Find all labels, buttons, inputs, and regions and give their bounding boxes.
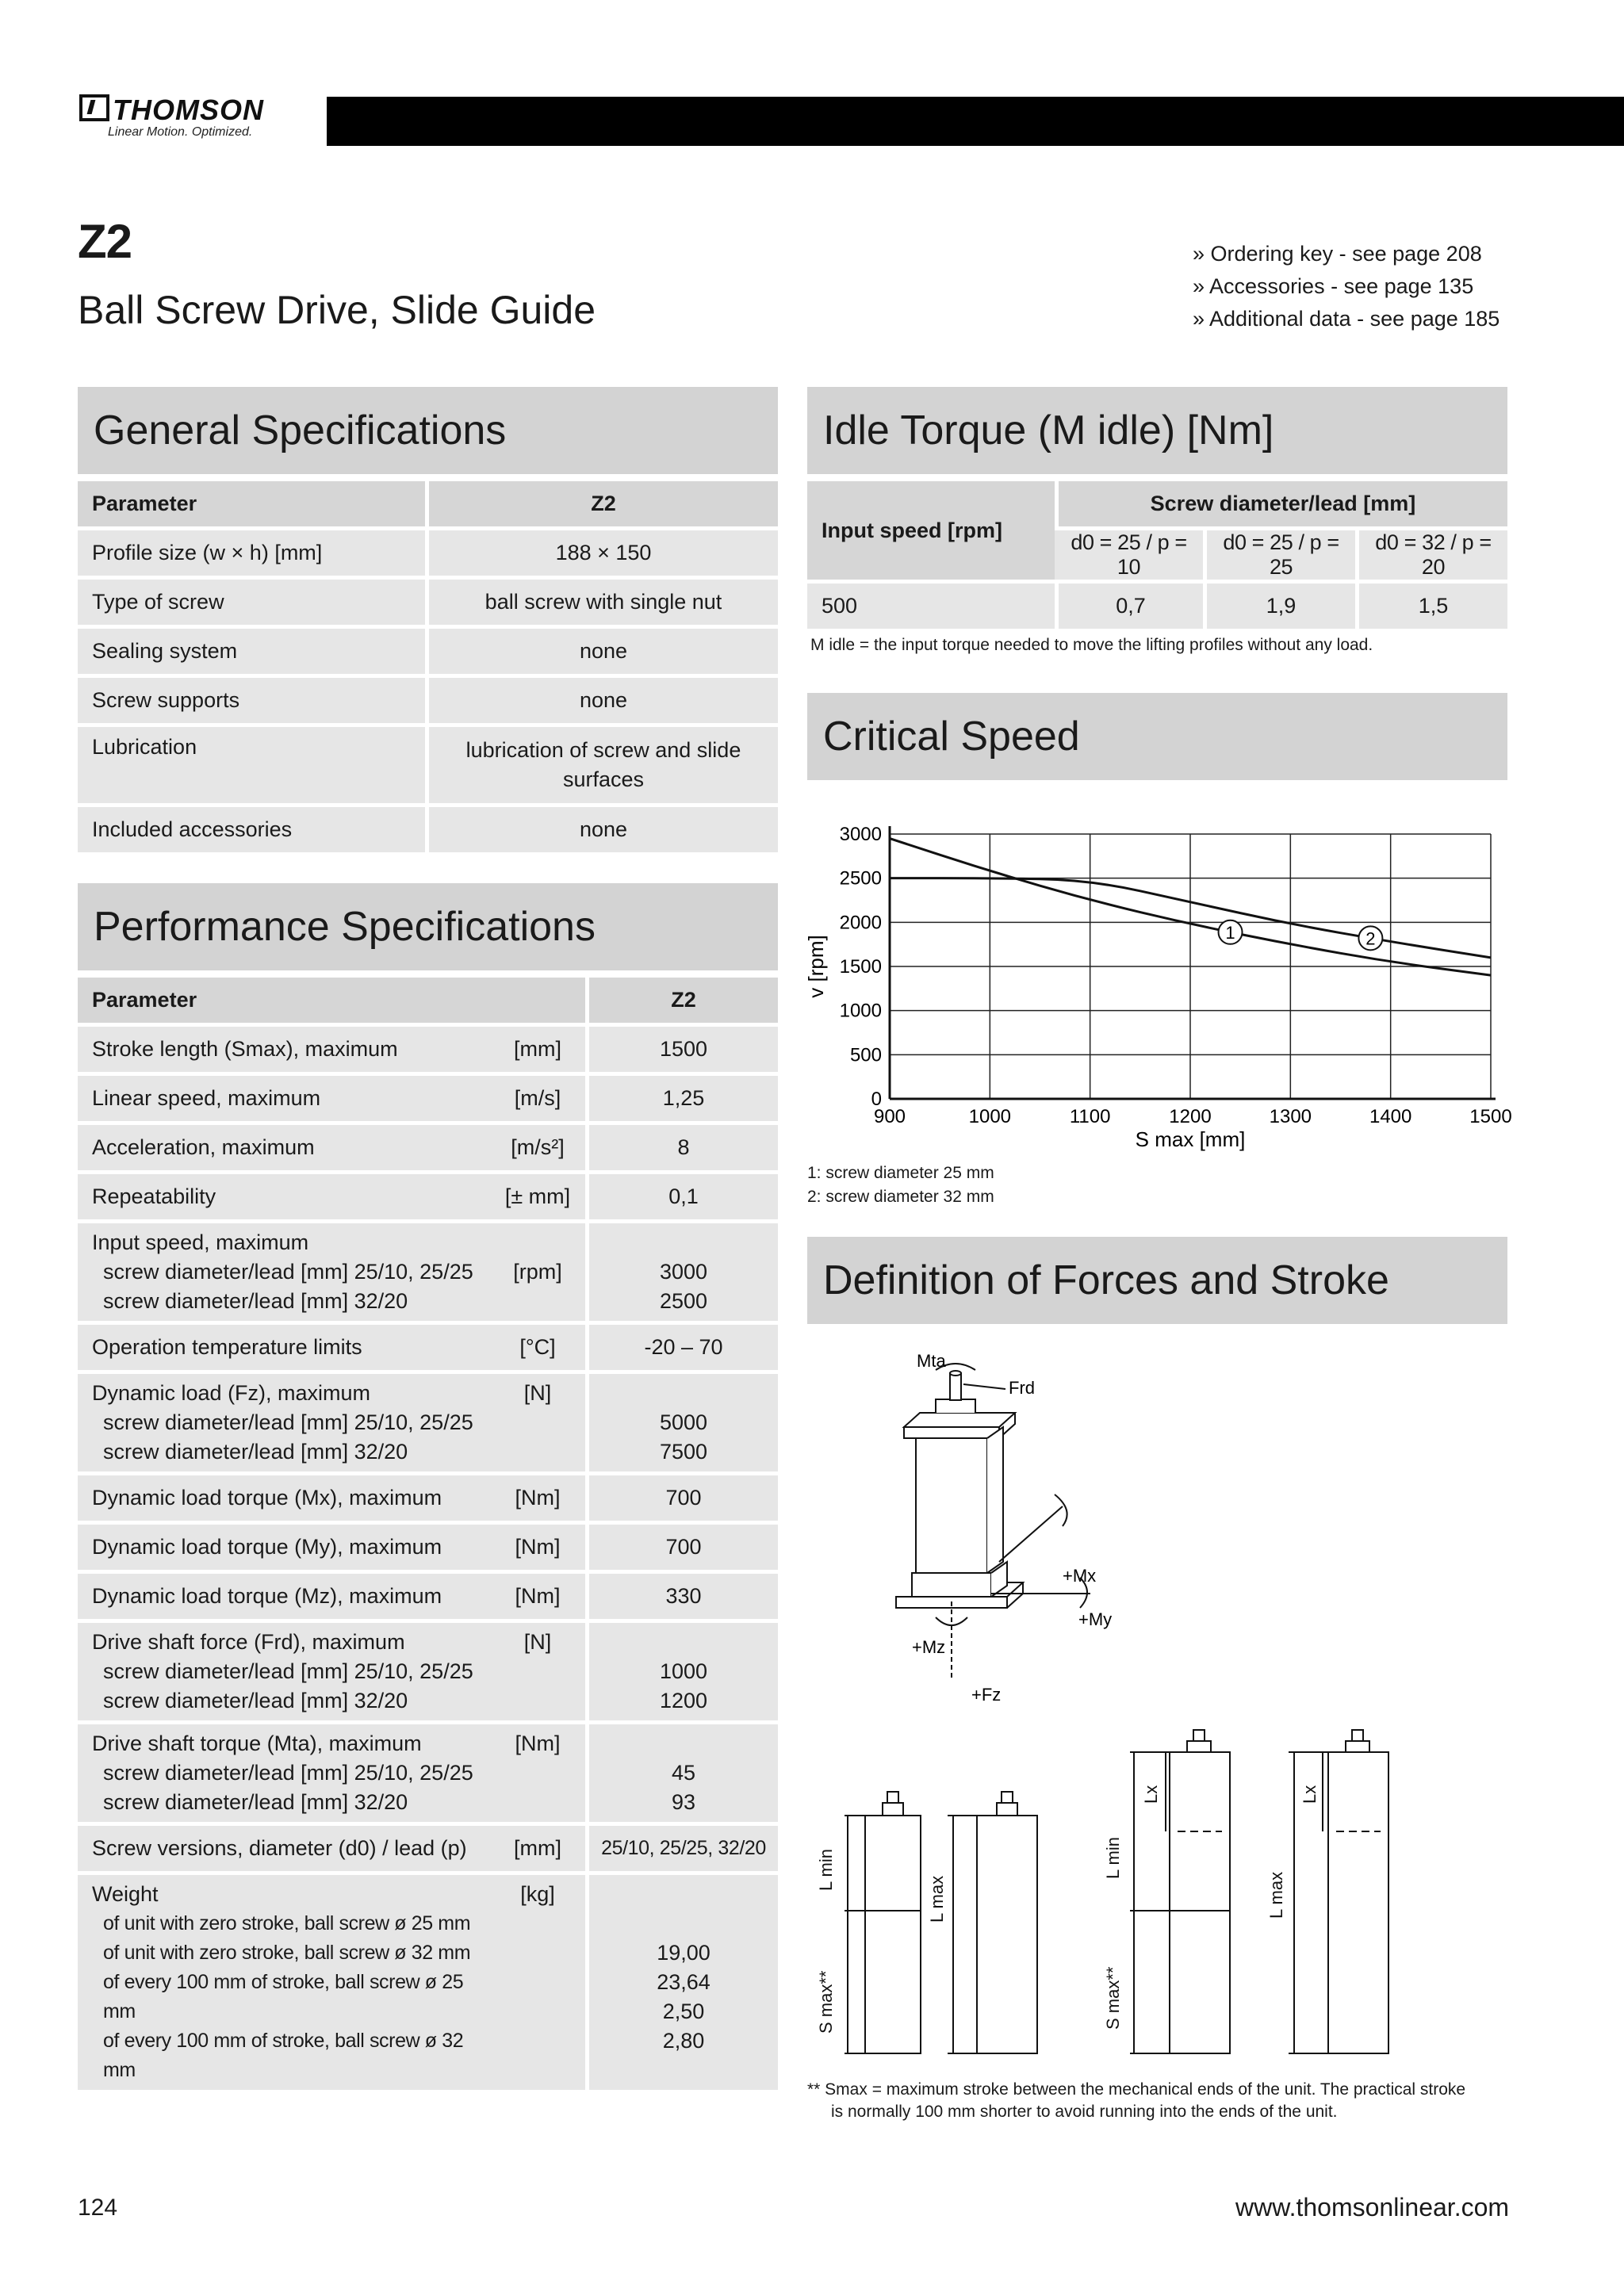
unit-lmin-smax [845,1792,921,2053]
table-row [78,678,778,723]
table-row [78,1826,778,1871]
table-row [78,1223,778,1321]
param-value: 8 [585,1125,778,1170]
page-subtitle: Ball Screw Drive, Slide Guide [78,288,596,332]
label-smax: S max** [1103,1966,1123,2030]
header-bar [327,97,1624,146]
table-row [78,1574,778,1619]
param-sub: screw diameter/lead [mm] 32/20 [103,1289,408,1313]
unit-lx-lmax [1289,1730,1388,2053]
unit-line: [kg] [520,1882,555,1906]
x-tick-label: 1500 [1469,1106,1512,1127]
col-parameter: Parameter [78,481,425,526]
param-value: lubrication of screw and slide surfaces [425,727,778,803]
param-title: Weight [92,1882,159,1906]
value-line: 1000 [659,1659,708,1683]
param-value: 700 [585,1525,778,1570]
param-unit: [Nm] [490,1574,585,1619]
param-value: 25/10, 25/25, 32/20 [585,1826,778,1871]
param-value [585,1623,778,1720]
x-tick-label: 1100 [1069,1106,1111,1127]
table-header-row [78,978,778,1023]
param-sub: screw diameter/lead [mm] 32/20 [103,1790,408,1814]
param-name: Operation temperature limits [78,1325,490,1370]
input-shaft [950,1373,961,1400]
param-name: Screw supports [78,678,425,723]
param-name [78,1223,490,1321]
label-my: +My [1078,1609,1113,1629]
stroke-diagram [797,1720,1487,2069]
y-tick-label: 3000 [839,824,882,845]
table-row [78,1027,778,1072]
param-value [585,1374,778,1471]
param-unit [490,1724,585,1822]
label-fz: +Fz [971,1685,1002,1705]
table-row [78,1875,778,2090]
value-line: 2500 [659,1289,708,1313]
series-marker-label-2: 2 [1365,928,1376,949]
param-unit [490,1875,585,2090]
param-sub: screw diameter/lead [mm] 25/10, 25/25 [103,1761,473,1785]
param-name [78,1623,490,1720]
brand-name: THOMSON [113,94,264,126]
param-title: Drive shaft force (Frd), maximum [92,1630,405,1654]
mx-axis-icon [999,1506,1063,1562]
unit-line: [N] [523,1381,552,1405]
label-mx: +Mx [1063,1566,1097,1586]
value-line: 93 [671,1790,696,1814]
label-frd: Frd [1009,1378,1035,1398]
param-name: Type of screw [78,580,425,625]
performance-spec-table [78,974,778,2094]
param-name: Dynamic load torque (Mx), maximum [78,1475,490,1521]
footnote-line: is normally 100 mm shorter to avoid running into the ends of the unit. [831,2103,1338,2121]
label-lmax: L max [927,1875,947,1923]
ref-additional-data[interactable]: » Additional data - see page 185 [1193,307,1500,331]
profile-side [987,1427,1003,1573]
param-sub: screw diameter/lead [mm] 25/10, 25/25 [103,1410,473,1434]
unit-line: [N] [523,1630,552,1654]
param-name [78,1374,490,1471]
value-line: 2,50 [662,1999,705,2023]
unit-line: [Nm] [515,1732,561,1755]
param-name: Included accessories [78,807,425,852]
y-tick-label: 2500 [839,867,882,890]
footnote-line: ** Smax = maximum stroke between the mechanical ends of the unit. The practical stroke [807,2080,1466,2099]
top-plate-front [904,1427,999,1438]
x-tick-label: 1000 [968,1106,1012,1127]
gearbox [936,1399,975,1413]
unit-lmax [948,1792,1037,2053]
param-sub: of unit with zero stroke, ball screw ø 32 mm [103,1942,471,1964]
param-value: 188 × 150 [425,530,778,576]
col-screw-25-25: d0 = 25 / p = 25 [1203,530,1355,580]
model-title: Z2 [78,215,132,268]
param-title: Dynamic load (Fz), maximum [92,1381,371,1405]
param-title: Drive shaft torque (Mta), maximum [92,1732,422,1755]
series-marker-label-1: 1 [1225,922,1235,943]
value-line: 5000 [659,1410,708,1434]
top-plate [904,1413,1015,1427]
table-row [78,580,778,625]
param-value: none [425,629,778,674]
param-unit: [m/s] [490,1076,585,1121]
label-mz: +Mz [912,1637,946,1657]
value-line: 3000 [659,1260,708,1284]
col-screw-32-20: d0 = 32 / p = 20 [1355,530,1507,580]
table-row [78,1525,778,1570]
mx-arrow-icon [1055,1494,1067,1526]
table-header-row [807,481,1507,526]
value-line: 45 [671,1761,696,1785]
forces-diagram [872,1340,1205,1712]
table-row [78,1325,778,1370]
param-unit: [mm] [490,1027,585,1072]
table-row [807,584,1507,629]
param-sub: screw diameter/lead [mm] 32/20 [103,1440,408,1464]
thomson-logo [79,94,285,144]
idle-torque-header: Idle Torque (M idle) [Nm] [807,387,1507,474]
torque-value: 1,9 [1203,584,1355,629]
table-row [78,807,778,852]
param-name [78,1724,490,1822]
legend-entry-1: 1: screw diameter 25 mm [807,1164,994,1182]
table-row [78,1475,778,1521]
value-line: 19,00 [657,1941,710,1965]
param-name: Sealing system [78,629,425,674]
param-unit [490,1374,585,1471]
param-value [585,1724,778,1822]
param-value: 330 [585,1574,778,1619]
frd-arrow-icon [963,1384,1005,1389]
performance-spec-header: Performance Specifications [78,883,778,970]
y-tick-label: 0 [871,1089,882,1110]
param-value: -20 – 70 [585,1325,778,1370]
general-spec-header: General Specifications [78,387,778,474]
param-unit: [°C] [490,1325,585,1370]
table-row [78,727,778,803]
param-unit: [rpm] [490,1223,585,1321]
param-value: none [425,807,778,852]
y-tick-label: 500 [849,1044,882,1066]
torque-value: 0,7 [1055,584,1203,629]
param-unit: [Nm] [490,1525,585,1570]
table-row [78,1623,778,1720]
label-lx: Lx [1141,1785,1161,1804]
col-parameter: Parameter [78,978,585,1023]
label-mta: Mta [917,1351,946,1371]
param-sub: of every 100 mm of stroke, ball screw ø 25 mm [103,1971,464,2022]
footer-url[interactable]: www.thomsonlinear.com [1235,2193,1510,2221]
param-name [78,1875,490,2090]
label-smax: S max** [816,1970,836,2034]
table-row [78,1374,778,1471]
ref-accessories[interactable]: » Accessories - see page 135 [1193,274,1474,298]
param-name: Linear speed, maximum [78,1076,490,1121]
thomson-mark-icon [79,94,109,121]
table-row [78,1174,778,1219]
param-value: 1,25 [585,1076,778,1121]
param-name: Acceleration, maximum [78,1125,490,1170]
param-unit: [Nm] [490,1475,585,1521]
param-unit [490,1623,585,1720]
x-tick-label: 1400 [1369,1106,1412,1127]
table-header-row [78,481,778,526]
param-value: ball screw with single nut [425,580,778,625]
carriage [912,1573,991,1597]
param-sub: of unit with zero stroke, ball screw ø 25 mm [103,1912,471,1934]
page-references [1193,238,1500,335]
param-name: Dynamic load torque (Mz), maximum [78,1574,490,1619]
label-lx: Lx [1300,1785,1320,1804]
param-sub: screw diameter/lead [mm] 32/20 [103,1689,408,1712]
idle-torque-note: M idle = the input torque needed to move the lifting profiles without any load. [810,636,1373,654]
table-row [78,629,778,674]
legend-entry-2: 2: screw diameter 32 mm [807,1188,994,1206]
col-model: Z2 [585,978,778,1023]
y-tick-label: 1000 [839,1000,882,1022]
actuator-drawing [896,1371,1023,1608]
param-value: 0,1 [585,1174,778,1219]
param-title: Input speed, maximum [92,1230,309,1254]
param-sub: screw diameter/lead [mm] 25/10, 25/25 [103,1659,473,1683]
col-input-speed: Input speed [rpm] [807,481,1055,580]
param-unit: [m/s²] [490,1125,585,1170]
param-value [585,1223,778,1321]
y-axis-label: v [rpm] [804,935,828,998]
y-tick-label: 2000 [839,912,882,934]
label-lmin: L min [816,1849,836,1891]
param-name: Repeatability [78,1174,490,1219]
param-value: none [425,678,778,723]
value-line: 1200 [659,1689,708,1712]
value-line: 23,64 [657,1970,710,1994]
idle-torque-table [807,477,1507,633]
x-tick-label: 1300 [1269,1106,1312,1127]
critical-speed-header: Critical Speed [807,693,1507,780]
param-unit: [± mm] [490,1174,585,1219]
label-lmax: L max [1266,1871,1286,1919]
param-name: Profile size (w × h) [mm] [78,530,425,576]
general-spec-table [78,477,778,856]
stroke-footnote [807,2079,1465,2123]
param-unit: [mm] [490,1826,585,1871]
table-row [78,1125,778,1170]
param-value [585,1875,778,2090]
col-group-screw: Screw diameter/lead [mm] [1055,481,1507,526]
param-value: 1500 [585,1027,778,1072]
table-row [78,1076,778,1121]
param-name: Lubrication [78,727,425,803]
profile-body [916,1438,987,1573]
x-tick-label: 1200 [1169,1106,1212,1127]
value-line: 2,80 [662,2029,705,2053]
param-name: Dynamic load torque (My), maximum [78,1525,490,1570]
page-number: 124 [78,2195,118,2221]
col-model: Z2 [425,481,778,526]
label-lmin: L min [1103,1837,1123,1879]
input-speed-value: 500 [807,584,1055,629]
x-axis-label: S max [mm] [1135,1127,1246,1151]
param-sub: of every 100 mm of stroke, ball screw ø 32 mm [103,2030,464,2081]
value-line: 7500 [659,1440,708,1464]
brand-tagline: Linear Motion. Optimized. [108,125,253,139]
param-name: Screw versions, diameter (d0) / lead (p) [78,1826,490,1871]
forces-header: Definition of Forces and Stroke [807,1237,1507,1324]
col-screw-25-10: d0 = 25 / p = 10 [1055,530,1203,580]
table-row [78,530,778,576]
x-tick-label: 900 [873,1106,906,1127]
chart-legend [807,1161,994,1209]
param-name: Stroke length (Smax), maximum [78,1027,490,1072]
unit-lx-lmin [1130,1730,1230,2053]
param-sub: screw diameter/lead [mm] 25/10, 25/25 [103,1260,473,1284]
table-row [78,1724,778,1822]
param-value: 700 [585,1475,778,1521]
torque-value: 1,5 [1355,584,1507,629]
critical-speed-chart [801,817,1515,1197]
ref-ordering-key[interactable]: » Ordering key - see page 208 [1193,242,1482,266]
y-tick-label: 1500 [839,956,882,978]
